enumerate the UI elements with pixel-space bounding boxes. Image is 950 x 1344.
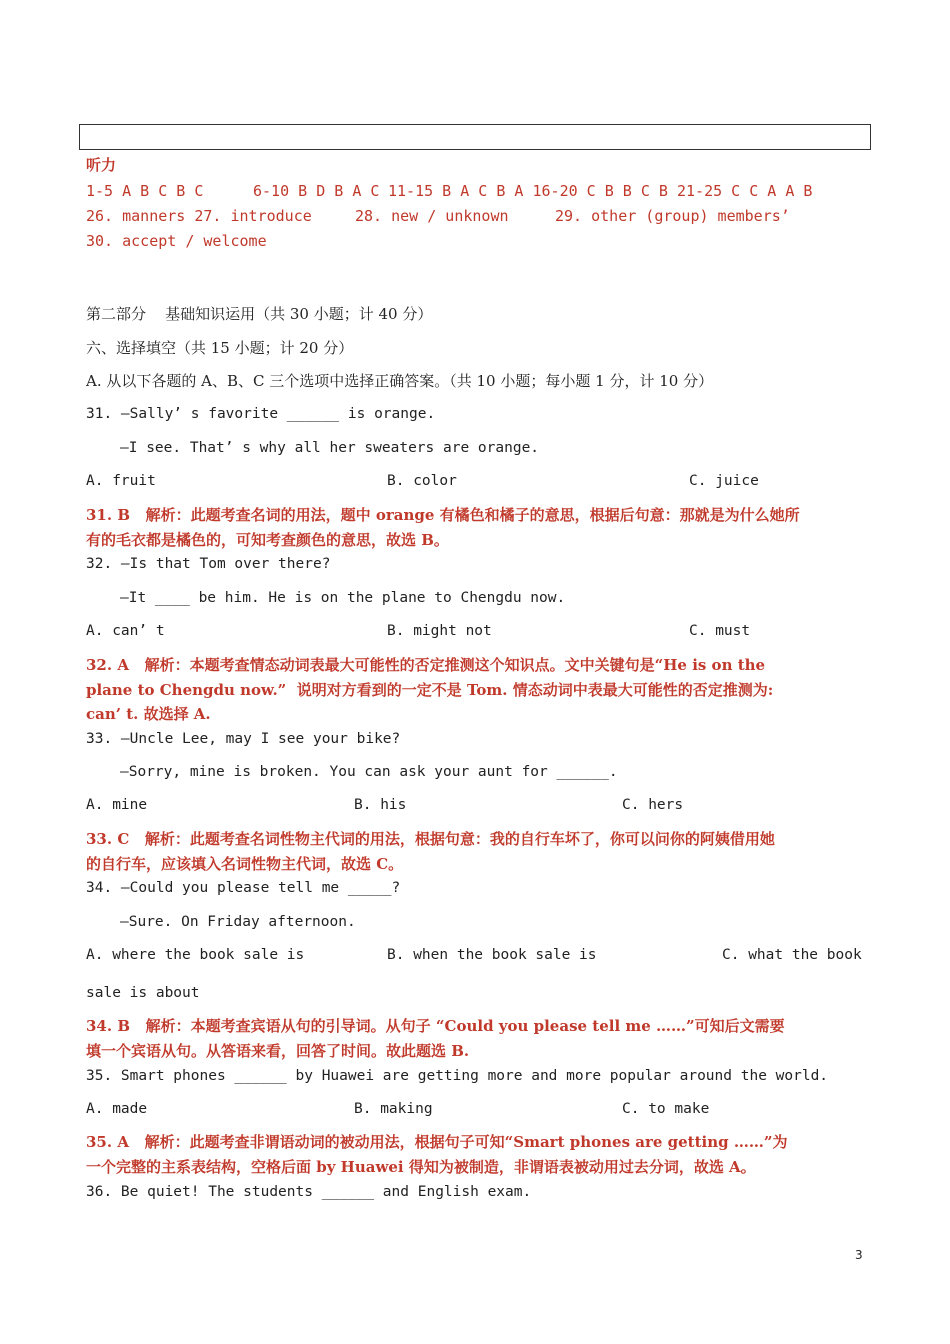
q34-option-c-continued: sale is about xyxy=(86,985,200,1001)
question-34-reply: —Sure. On Friday afternoon. xyxy=(120,914,356,930)
q33-explanation-1: 33. C 解析：此题考查名词性物主代词的用法，根据句意：我的自行车坏了，你可以问你的阿姨借用她 xyxy=(86,830,775,848)
q32-option-c: C. must xyxy=(689,623,751,639)
q31-explanation-1: 31. B 解析：此题考查名词的用法，题中 orange 有橘色和橘子的意思，根据后句意：那就是为什么她所 xyxy=(86,506,800,524)
q34-explanation-2: 填一个宾语从句。从答语来看，回答了时间。故此题选 B. xyxy=(86,1042,470,1060)
q32-explanation-2: plane to Chengdu now.” 说明对方看到的一定不是 Tom. 情态动词中表最大可能性的否定推测为: xyxy=(86,681,774,699)
q31-option-a: A. fruit xyxy=(86,473,156,489)
listening-heading: 听力 xyxy=(86,156,117,174)
listening-answer-29: 29. other (group) members’ xyxy=(555,207,790,225)
listening-answers-26-27: 26. manners 27. introduce xyxy=(86,207,312,225)
question-33-reply: —Sorry, mine is broken. You can ask your aunt for ______. xyxy=(120,764,618,780)
instruction-a: A. 从以下各题的 A、B、C 三个选项中选择正确答案。（共 10 小题；每小题 1 分，计 10 分） xyxy=(86,372,714,390)
q33-explanation-2: 的自行车，应该填入名词性物主代词，故选 C。 xyxy=(86,855,404,873)
question-31: 31. —Sally’ s favorite ______ is orange. xyxy=(86,406,436,422)
question-35: 35. Smart phones ______ by Huawei are getting more and more popular around the world. xyxy=(86,1068,829,1084)
q33-option-b: B. his xyxy=(354,797,407,813)
listening-answer-30: 30. accept / welcome xyxy=(86,232,267,250)
q33-option-c: C. hers xyxy=(622,797,684,813)
q33-option-a: A. mine xyxy=(86,797,148,813)
question-33: 33. —Uncle Lee, may I see your bike? xyxy=(86,731,401,747)
listening-answers-11-25: 11-15 B A C B A 16-20 C B B C B 21-25 C C A A B xyxy=(388,182,813,200)
q34-option-b: B. when the book sale is xyxy=(387,947,597,963)
q32-option-a: A. can’ t xyxy=(86,623,165,639)
q35-option-b: B. making xyxy=(354,1101,433,1117)
header-box xyxy=(79,124,871,150)
listening-answer-28: 28. new / unknown xyxy=(355,207,509,225)
question-32-reply: —It ____ be him. He is on the plane to Chengdu now. xyxy=(120,590,566,606)
q31-explanation-2: 有的毛衣都是橘色的，可知考查颜色的意思，故选 B。 xyxy=(86,531,449,549)
question-31-reply: —I see. That’ s why all her sweaters are orange. xyxy=(120,440,540,456)
q35-explanation-2: 一个完整的主系表结构，空格后面 by Huawei 得知为被制造，非谓语表被动用过去分词，故选 A。 xyxy=(86,1158,756,1176)
q32-option-b: B. might not xyxy=(387,623,492,639)
listening-answers-6-10: 6-10 B D B A C xyxy=(253,182,380,200)
q35-option-a: A. made xyxy=(86,1101,148,1117)
question-32: 32. —Is that Tom over there? xyxy=(86,556,331,572)
q34-option-c: C. what the book xyxy=(722,947,862,963)
question-36: 36. Be quiet! The students ______ and English exam. xyxy=(86,1184,532,1200)
question-34: 34. —Could you please tell me _____? xyxy=(86,880,401,896)
q31-option-c: C. juice xyxy=(689,473,759,489)
q32-explanation-3: can’ t. 故选择 A. xyxy=(86,705,211,723)
q35-option-c: C. to make xyxy=(622,1101,710,1117)
q31-option-b: B. color xyxy=(387,473,457,489)
listening-answers-1-5: 1-5 A B C B C xyxy=(86,182,204,200)
q35-explanation-1: 35. A 解析：此题考查非谓语动词的被动用法，根据句子可知“Smart phones are getting ……”为 xyxy=(86,1133,788,1151)
part2-title: 第二部分 基础知识运用（共 30 小题；计 40 分） xyxy=(86,305,433,323)
q34-explanation-1: 34. B 解析：本题考查宾语从句的引导词。从句子 “Could you please tell me ……”可知后文需要 xyxy=(86,1017,785,1035)
page-number: 3 xyxy=(855,1248,863,1262)
section6-title: 六、选择填空（共 15 小题；计 20 分） xyxy=(86,339,354,357)
q34-option-a: A. where the book sale is xyxy=(86,947,305,963)
q32-explanation-1: 32. A 解析：本题考查情态动词表最大可能性的否定推测这个知识点。文中关键句是“He is on the xyxy=(86,656,766,674)
